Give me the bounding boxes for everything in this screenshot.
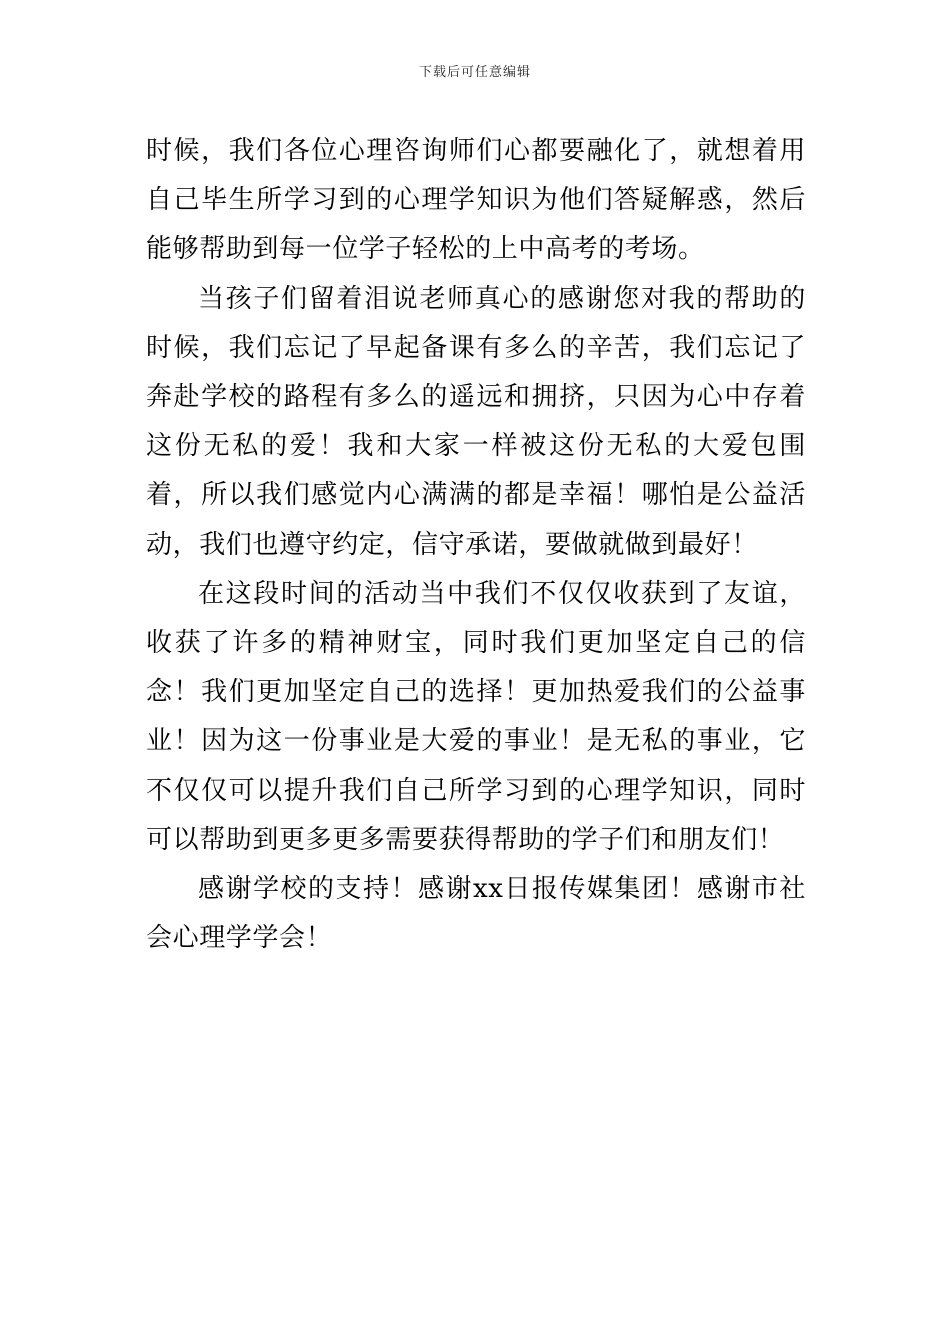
paragraph-teachers-gratitude: 当孩子们留着泪说老师真心的感谢您对我的帮助的时候，我们忘记了早起备课有多么的辛苦，我们忘记了奔赴学校的路程有多么的遥远和拥挤，只因为心中存着这份无私的爱！我和大家一样被这份无私的大爱包围着，所以我们感觉内心满满的都是幸福！哪怕是公益活动，我们也遵守约定，信守承诺，要做就做到最好！ xyxy=(146,283,806,560)
paragraph-continuation: 时候，我们各位心理咨询师们心都要融化了，就想着用自己毕生所学习到的心理学知识为他们答疑解惑，然后能够帮助到每一位学子轻松的上中高考的考场。 xyxy=(146,136,806,265)
paragraph-activity-harvest: 在这段时间的活动当中我们不仅仅收获到了友谊，收获了许多的精神财宝，同时我们更加坚定自己的信念！我们更加坚定自己的选择！更加热爱我们的公益事业！因为这一份事业是大爱的事业！是无私的事业，它不仅仅可以提升我们自己所学习到的心理学知识，同时可以帮助到更多更多需要获得帮助的学子们和朋友们！ xyxy=(146,578,806,855)
document-body xyxy=(146,127,806,963)
page-header: 下载后可任意编辑 xyxy=(418,65,531,80)
paragraph-thanks: 感谢学校的支持！感谢xx日报传媒集团！感谢市社会心理学学会！ xyxy=(146,874,806,954)
